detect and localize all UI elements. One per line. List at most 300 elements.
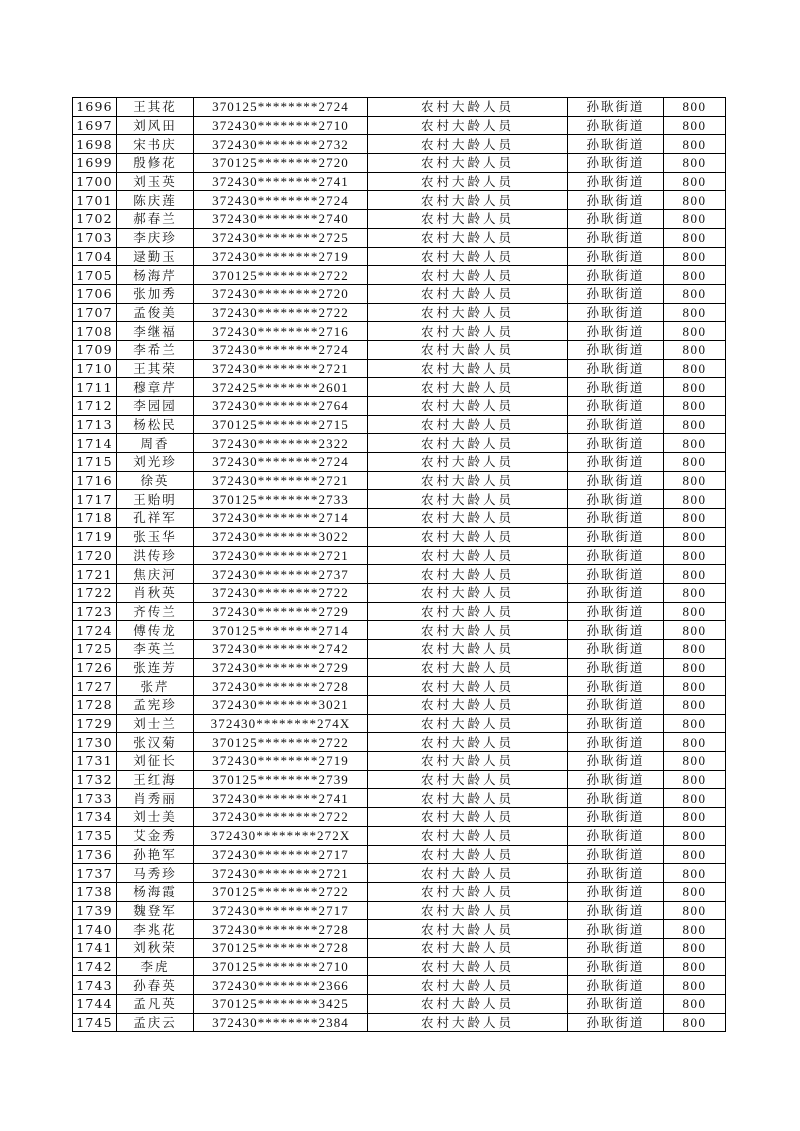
category-cell: 农村大龄人员 [368, 621, 568, 640]
amount-cell: 800 [664, 621, 726, 640]
row-number-cell: 1731 [73, 752, 117, 771]
row-number-cell: 1723 [73, 602, 117, 621]
table-row [73, 415, 726, 434]
row-number-cell: 1703 [73, 228, 117, 247]
person-name-cell: 李兆花 [117, 920, 194, 939]
category-cell: 农村大龄人员 [368, 98, 568, 117]
category-cell: 农村大龄人员 [368, 453, 568, 472]
person-name-cell: 刘秋荣 [117, 938, 194, 957]
amount-cell: 800 [664, 752, 726, 771]
category-cell: 农村大龄人员 [368, 658, 568, 677]
category-cell: 农村大龄人员 [368, 471, 568, 490]
table-row [73, 322, 726, 341]
id-number-cell: 370125********2722 [194, 266, 368, 285]
person-name-cell: 刘士美 [117, 808, 194, 827]
id-number-cell: 372430********3022 [194, 527, 368, 546]
category-cell: 农村大龄人员 [368, 770, 568, 789]
street-cell: 孙耿街道 [568, 658, 664, 677]
person-name-cell: 周香 [117, 434, 194, 453]
table-row [73, 733, 726, 752]
amount-cell: 800 [664, 789, 726, 808]
amount-cell: 800 [664, 98, 726, 117]
street-cell: 孙耿街道 [568, 284, 664, 303]
person-name-cell: 宋书庆 [117, 135, 194, 154]
person-name-cell: 刘风田 [117, 116, 194, 135]
category-cell: 农村大龄人员 [368, 322, 568, 341]
row-number-cell: 1745 [73, 1013, 117, 1032]
table-row [73, 527, 726, 546]
street-cell: 孙耿街道 [568, 135, 664, 154]
category-cell: 农村大龄人员 [368, 247, 568, 266]
amount-cell: 800 [664, 397, 726, 416]
person-name-cell: 张玉华 [117, 527, 194, 546]
amount-cell: 800 [664, 770, 726, 789]
person-name-cell: 郝春兰 [117, 210, 194, 229]
row-number-cell: 1705 [73, 266, 117, 285]
id-number-cell: 372430********2717 [194, 901, 368, 920]
category-cell: 农村大龄人员 [368, 172, 568, 191]
street-cell: 孙耿街道 [568, 359, 664, 378]
person-name-cell: 杨松民 [117, 415, 194, 434]
id-number-cell: 372430********2716 [194, 322, 368, 341]
row-number-cell: 1707 [73, 303, 117, 322]
row-number-cell: 1733 [73, 789, 117, 808]
street-cell: 孙耿街道 [568, 976, 664, 995]
street-cell: 孙耿街道 [568, 882, 664, 901]
street-cell: 孙耿街道 [568, 864, 664, 883]
table-row [73, 116, 726, 135]
row-number-cell: 1726 [73, 658, 117, 677]
street-cell: 孙耿街道 [568, 621, 664, 640]
table-row [73, 658, 726, 677]
amount-cell: 800 [664, 882, 726, 901]
table-row [73, 453, 726, 472]
row-number-cell: 1715 [73, 453, 117, 472]
person-name-cell: 孟俊美 [117, 303, 194, 322]
person-name-cell: 肖秀丽 [117, 789, 194, 808]
amount-cell: 800 [664, 284, 726, 303]
person-name-cell: 张汉菊 [117, 733, 194, 752]
id-number-cell: 370125********2722 [194, 733, 368, 752]
table-row [73, 770, 726, 789]
id-number-cell: 370125********2715 [194, 415, 368, 434]
id-number-cell: 372430********2742 [194, 639, 368, 658]
table-row [73, 135, 726, 154]
category-cell: 农村大龄人员 [368, 639, 568, 658]
id-number-cell: 372430********2719 [194, 247, 368, 266]
row-number-cell: 1725 [73, 639, 117, 658]
street-cell: 孙耿街道 [568, 901, 664, 920]
category-cell: 农村大龄人员 [368, 191, 568, 210]
person-name-cell: 张加秀 [117, 284, 194, 303]
category-cell: 农村大龄人员 [368, 284, 568, 303]
person-name-cell: 杨海霞 [117, 882, 194, 901]
row-number-cell: 1712 [73, 397, 117, 416]
street-cell: 孙耿街道 [568, 995, 664, 1014]
id-number-cell: 370125********2720 [194, 154, 368, 173]
amount-cell: 800 [664, 322, 726, 341]
category-cell: 农村大龄人员 [368, 583, 568, 602]
amount-cell: 800 [664, 172, 726, 191]
id-number-cell: 372430********2384 [194, 1013, 368, 1032]
category-cell: 农村大龄人员 [368, 228, 568, 247]
street-cell: 孙耿街道 [568, 546, 664, 565]
table-row [73, 471, 726, 490]
id-number-cell: 372430********2740 [194, 210, 368, 229]
id-number-cell: 372430********2724 [194, 453, 368, 472]
category-cell: 农村大龄人员 [368, 901, 568, 920]
person-name-cell: 穆章芹 [117, 378, 194, 397]
table-row [73, 826, 726, 845]
street-cell: 孙耿街道 [568, 938, 664, 957]
row-number-cell: 1698 [73, 135, 117, 154]
table-row [73, 621, 726, 640]
person-name-cell: 张芹 [117, 677, 194, 696]
amount-cell: 800 [664, 845, 726, 864]
street-cell: 孙耿街道 [568, 1013, 664, 1032]
row-number-cell: 1738 [73, 882, 117, 901]
street-cell: 孙耿街道 [568, 471, 664, 490]
table-row [73, 714, 726, 733]
street-cell: 孙耿街道 [568, 957, 664, 976]
category-cell: 农村大龄人员 [368, 938, 568, 957]
table-row [73, 340, 726, 359]
id-number-cell: 372430********2722 [194, 808, 368, 827]
id-number-cell: 370125********2724 [194, 98, 368, 117]
id-number-cell: 372430********2732 [194, 135, 368, 154]
person-name-cell: 洪传珍 [117, 546, 194, 565]
street-cell: 孙耿街道 [568, 378, 664, 397]
street-cell: 孙耿街道 [568, 565, 664, 584]
roster-table-body [73, 98, 726, 1032]
row-number-cell: 1719 [73, 527, 117, 546]
id-number-cell: 372430********2719 [194, 752, 368, 771]
table-row [73, 995, 726, 1014]
table-row [73, 247, 726, 266]
amount-cell: 800 [664, 696, 726, 715]
category-cell: 农村大龄人员 [368, 509, 568, 528]
street-cell: 孙耿街道 [568, 714, 664, 733]
table-row [73, 490, 726, 509]
table-row [73, 639, 726, 658]
amount-cell: 800 [664, 864, 726, 883]
row-number-cell: 1730 [73, 733, 117, 752]
person-name-cell: 杨海芹 [117, 266, 194, 285]
id-number-cell: 372430********2721 [194, 546, 368, 565]
street-cell: 孙耿街道 [568, 677, 664, 696]
table-row [73, 154, 726, 173]
id-number-cell: 372430********2741 [194, 172, 368, 191]
person-name-cell: 王红海 [117, 770, 194, 789]
row-number-cell: 1718 [73, 509, 117, 528]
street-cell: 孙耿街道 [568, 210, 664, 229]
id-number-cell: 372430********2724 [194, 340, 368, 359]
amount-cell: 800 [664, 266, 726, 285]
row-number-cell: 1743 [73, 976, 117, 995]
table-row [73, 938, 726, 957]
street-cell: 孙耿街道 [568, 752, 664, 771]
amount-cell: 800 [664, 677, 726, 696]
amount-cell: 800 [664, 154, 726, 173]
street-cell: 孙耿街道 [568, 453, 664, 472]
person-name-cell: 艾金秀 [117, 826, 194, 845]
street-cell: 孙耿街道 [568, 340, 664, 359]
table-row [73, 565, 726, 584]
id-number-cell: 372430********2721 [194, 471, 368, 490]
table-row [73, 546, 726, 565]
table-row [73, 864, 726, 883]
amount-cell: 800 [664, 733, 726, 752]
person-name-cell: 陈庆莲 [117, 191, 194, 210]
table-row [73, 303, 726, 322]
amount-cell: 800 [664, 826, 726, 845]
table-row [73, 602, 726, 621]
street-cell: 孙耿街道 [568, 228, 664, 247]
row-number-cell: 1721 [73, 565, 117, 584]
person-name-cell: 齐传兰 [117, 602, 194, 621]
amount-cell: 800 [664, 957, 726, 976]
id-number-cell: 372430********2729 [194, 602, 368, 621]
amount-cell: 800 [664, 135, 726, 154]
table-row [73, 920, 726, 939]
row-number-cell: 1709 [73, 340, 117, 359]
table-row [73, 228, 726, 247]
row-number-cell: 1713 [73, 415, 117, 434]
table-row [73, 976, 726, 995]
category-cell: 农村大龄人员 [368, 490, 568, 509]
id-number-cell: 372430********2741 [194, 789, 368, 808]
id-number-cell: 372430********2322 [194, 434, 368, 453]
person-name-cell: 王其花 [117, 98, 194, 117]
street-cell: 孙耿街道 [568, 509, 664, 528]
row-number-cell: 1708 [73, 322, 117, 341]
amount-cell: 800 [664, 901, 726, 920]
street-cell: 孙耿街道 [568, 415, 664, 434]
table-row [73, 191, 726, 210]
id-number-cell: 370125********2733 [194, 490, 368, 509]
id-number-cell: 372430********2728 [194, 920, 368, 939]
id-number-cell: 372430********272X [194, 826, 368, 845]
table-row [73, 509, 726, 528]
person-name-cell: 李虎 [117, 957, 194, 976]
street-cell: 孙耿街道 [568, 266, 664, 285]
street-cell: 孙耿街道 [568, 527, 664, 546]
street-cell: 孙耿街道 [568, 808, 664, 827]
person-name-cell: 孔祥军 [117, 509, 194, 528]
id-number-cell: 372430********2737 [194, 565, 368, 584]
category-cell: 农村大龄人员 [368, 116, 568, 135]
person-name-cell: 刘玉英 [117, 172, 194, 191]
id-number-cell: 372425********2601 [194, 378, 368, 397]
id-number-cell: 372430********2764 [194, 397, 368, 416]
amount-cell: 800 [664, 808, 726, 827]
table-row [73, 434, 726, 453]
id-number-cell: 372430********2722 [194, 303, 368, 322]
category-cell: 农村大龄人员 [368, 1013, 568, 1032]
id-number-cell: 372430********2720 [194, 284, 368, 303]
amount-cell: 800 [664, 378, 726, 397]
person-name-cell: 李继福 [117, 322, 194, 341]
person-name-cell: 王贻明 [117, 490, 194, 509]
person-name-cell: 孟庆云 [117, 1013, 194, 1032]
amount-cell: 800 [664, 471, 726, 490]
row-number-cell: 1728 [73, 696, 117, 715]
street-cell: 孙耿街道 [568, 920, 664, 939]
amount-cell: 800 [664, 490, 726, 509]
id-number-cell: 370125********2710 [194, 957, 368, 976]
table-row [73, 901, 726, 920]
table-row [73, 266, 726, 285]
amount-cell: 800 [664, 210, 726, 229]
id-number-cell: 370125********2714 [194, 621, 368, 640]
amount-cell: 800 [664, 1013, 726, 1032]
person-name-cell: 逯勤玉 [117, 247, 194, 266]
street-cell: 孙耿街道 [568, 116, 664, 135]
row-number-cell: 1704 [73, 247, 117, 266]
row-number-cell: 1700 [73, 172, 117, 191]
table-row [73, 677, 726, 696]
table-row [73, 397, 726, 416]
table-row [73, 845, 726, 864]
category-cell: 农村大龄人员 [368, 864, 568, 883]
amount-cell: 800 [664, 938, 726, 957]
category-cell: 农村大龄人员 [368, 378, 568, 397]
person-name-cell: 孟宪珍 [117, 696, 194, 715]
amount-cell: 800 [664, 509, 726, 528]
category-cell: 农村大龄人员 [368, 359, 568, 378]
street-cell: 孙耿街道 [568, 826, 664, 845]
amount-cell: 800 [664, 658, 726, 677]
row-number-cell: 1710 [73, 359, 117, 378]
row-number-cell: 1736 [73, 845, 117, 864]
category-cell: 农村大龄人员 [368, 826, 568, 845]
amount-cell: 800 [664, 359, 726, 378]
category-cell: 农村大龄人员 [368, 602, 568, 621]
street-cell: 孙耿街道 [568, 696, 664, 715]
amount-cell: 800 [664, 602, 726, 621]
table-row [73, 172, 726, 191]
category-cell: 农村大龄人员 [368, 714, 568, 733]
category-cell: 农村大龄人员 [368, 565, 568, 584]
category-cell: 农村大龄人员 [368, 882, 568, 901]
person-name-cell: 王其荣 [117, 359, 194, 378]
row-number-cell: 1740 [73, 920, 117, 939]
category-cell: 农村大龄人员 [368, 808, 568, 827]
table-row [73, 583, 726, 602]
amount-cell: 800 [664, 340, 726, 359]
table-row [73, 808, 726, 827]
table-row [73, 1013, 726, 1032]
person-name-cell: 张连芳 [117, 658, 194, 677]
row-number-cell: 1737 [73, 864, 117, 883]
table-row [73, 696, 726, 715]
category-cell: 农村大龄人员 [368, 696, 568, 715]
amount-cell: 800 [664, 565, 726, 584]
row-number-cell: 1701 [73, 191, 117, 210]
street-cell: 孙耿街道 [568, 303, 664, 322]
person-name-cell: 孟凡英 [117, 995, 194, 1014]
table-row [73, 98, 726, 117]
category-cell: 农村大龄人员 [368, 733, 568, 752]
id-number-cell: 372430********2710 [194, 116, 368, 135]
amount-cell: 800 [664, 976, 726, 995]
category-cell: 农村大龄人员 [368, 677, 568, 696]
person-name-cell: 徐英 [117, 471, 194, 490]
street-cell: 孙耿街道 [568, 639, 664, 658]
person-name-cell: 魏登军 [117, 901, 194, 920]
street-cell: 孙耿街道 [568, 247, 664, 266]
amount-cell: 800 [664, 920, 726, 939]
id-number-cell: 372430********3021 [194, 696, 368, 715]
person-name-cell: 李希兰 [117, 340, 194, 359]
category-cell: 农村大龄人员 [368, 845, 568, 864]
category-cell: 农村大龄人员 [368, 434, 568, 453]
table-row [73, 957, 726, 976]
street-cell: 孙耿街道 [568, 172, 664, 191]
category-cell: 农村大龄人员 [368, 397, 568, 416]
amount-cell: 800 [664, 415, 726, 434]
amount-cell: 800 [664, 228, 726, 247]
id-number-cell: 372430********2717 [194, 845, 368, 864]
street-cell: 孙耿街道 [568, 602, 664, 621]
person-name-cell: 傅传龙 [117, 621, 194, 640]
category-cell: 农村大龄人员 [368, 527, 568, 546]
person-name-cell: 殷修花 [117, 154, 194, 173]
row-number-cell: 1729 [73, 714, 117, 733]
table-row [73, 284, 726, 303]
street-cell: 孙耿街道 [568, 98, 664, 117]
row-number-cell: 1711 [73, 378, 117, 397]
row-number-cell: 1702 [73, 210, 117, 229]
row-number-cell: 1724 [73, 621, 117, 640]
amount-cell: 800 [664, 639, 726, 658]
table-row [73, 378, 726, 397]
amount-cell: 800 [664, 995, 726, 1014]
street-cell: 孙耿街道 [568, 845, 664, 864]
row-number-cell: 1739 [73, 901, 117, 920]
person-name-cell: 焦庆河 [117, 565, 194, 584]
amount-cell: 800 [664, 546, 726, 565]
category-cell: 农村大龄人员 [368, 995, 568, 1014]
street-cell: 孙耿街道 [568, 770, 664, 789]
category-cell: 农村大龄人员 [368, 920, 568, 939]
table-row [73, 752, 726, 771]
row-number-cell: 1735 [73, 826, 117, 845]
id-number-cell: 372430********2729 [194, 658, 368, 677]
id-number-cell: 372430********2724 [194, 191, 368, 210]
person-name-cell: 刘征长 [117, 752, 194, 771]
category-cell: 农村大龄人员 [368, 135, 568, 154]
category-cell: 农村大龄人员 [368, 303, 568, 322]
person-name-cell: 李园园 [117, 397, 194, 416]
row-number-cell: 1699 [73, 154, 117, 173]
amount-cell: 800 [664, 714, 726, 733]
id-number-cell: 372430********2722 [194, 583, 368, 602]
person-name-cell: 李英兰 [117, 639, 194, 658]
row-number-cell: 1722 [73, 583, 117, 602]
table-row [73, 882, 726, 901]
id-number-cell: 372430********2714 [194, 509, 368, 528]
person-name-cell: 孙艳军 [117, 845, 194, 864]
row-number-cell: 1727 [73, 677, 117, 696]
amount-cell: 800 [664, 191, 726, 210]
category-cell: 农村大龄人员 [368, 415, 568, 434]
row-number-cell: 1741 [73, 938, 117, 957]
id-number-cell: 370125********3425 [194, 995, 368, 1014]
id-number-cell: 372430********2728 [194, 677, 368, 696]
id-number-cell: 372430********2721 [194, 864, 368, 883]
person-name-cell: 孙春英 [117, 976, 194, 995]
